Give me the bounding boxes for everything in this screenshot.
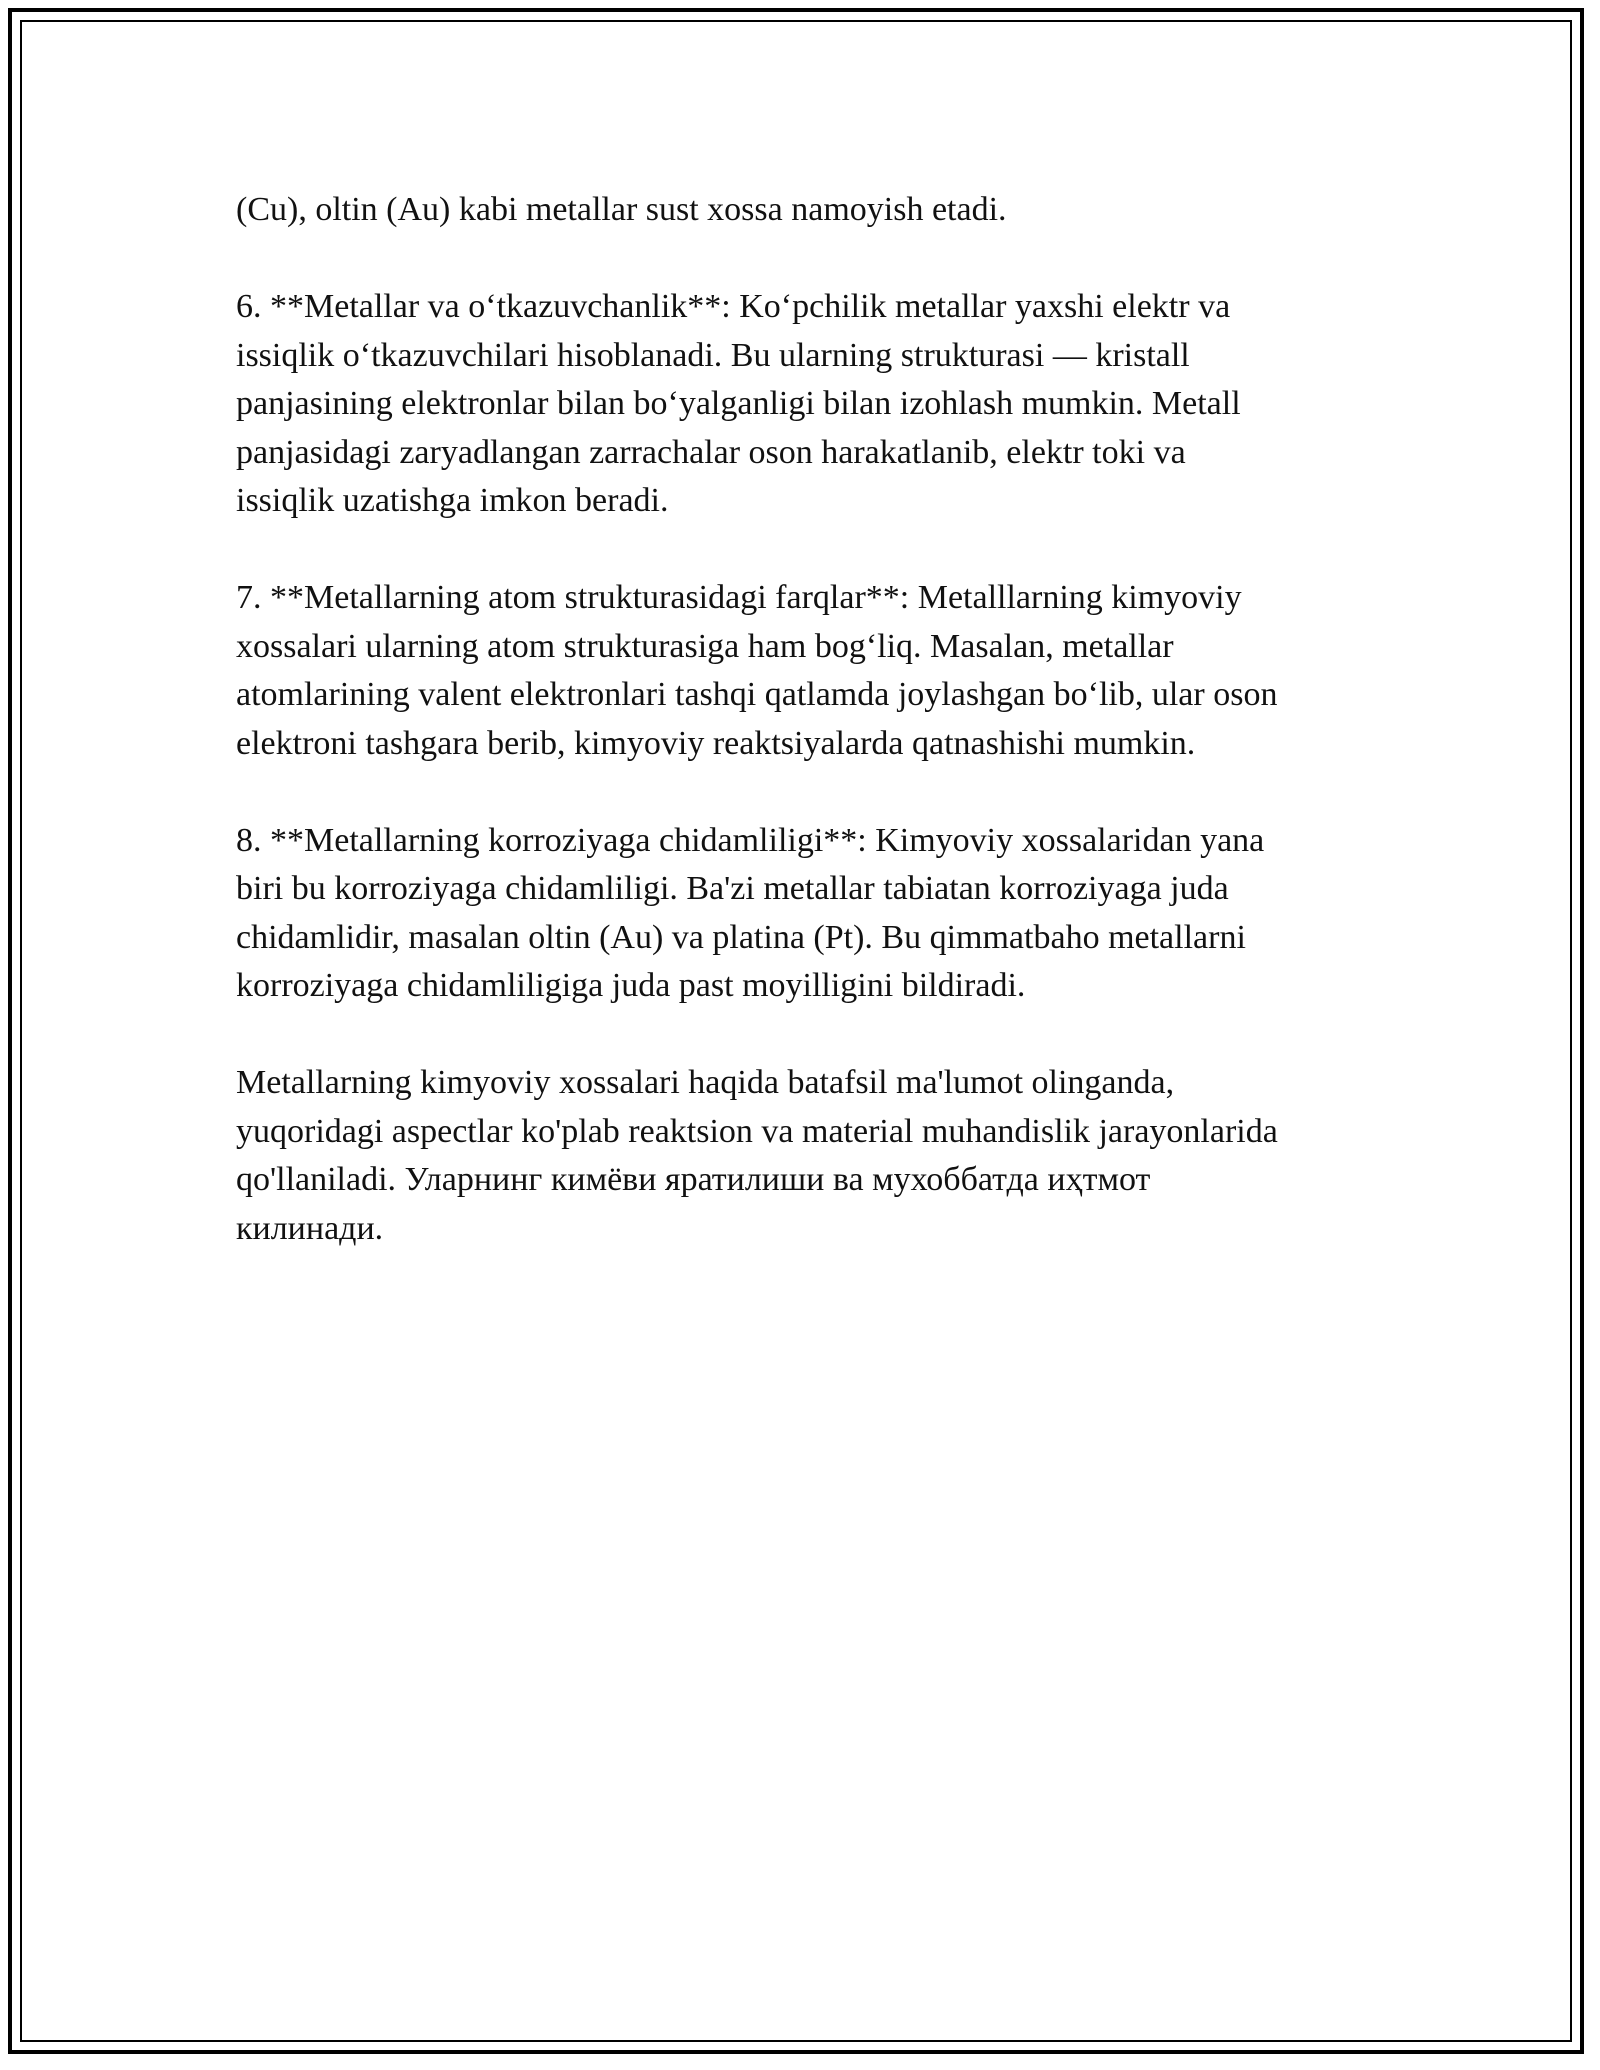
paragraph-intro-continuation: (Cu), oltin (Au) kabi metallar sust xossa namoyish etadi. [236,191,1007,228]
paragraph-item-7-atomic-structure: 7. **Metallarning atom strukturasidagi farqlar**: Metalllarning kimyoviy xossalari ularning atom strukturasiga ham bog‘liq. Masalan, metallar atomlarining valent elektronlari tashqi qatlamda joylashgan bo‘lib, ular oson elektroni tashgara berib, kimyoviy reaktsiyalarda qatnashishi mumkin. [236,579,1278,762]
document-body [236,186,1366,1302]
paragraph-item-8-corrosion-resistance: 8. **Metallarning korroziyaga chidamliligi**: Kimyoviy xossalaridan yana biri bu korroziyaga chidamliligi. Ba'zi metallar tabiatan korroziyaga juda chidamlidir, masalan oltin (Au) va platina (Pt). Bu qimmatbaho metallarni korroziyaga chidamliligiga juda past moyilligini bildiradi. [236,821,1265,1004]
paragraph-conclusion: Metallarning kimyoviy xossalari haqida batafsil ma'lumot olinganda, yuqoridagi aspectlar ko'plab reaktsion va material muhandislik jarayonlarida qo'llaniladi. Уларнинг кимёви яратилиши ва мухоббатда иҳтмот килинади. [236,1064,1278,1247]
paragraph-item-6-conductivity: 6. **Metallar va o‘tkazuvchanlik**: Ko‘pchilik metallar yaxshi elektr va issiqlik o‘tkazuvchilari hisoblanadi. Bu ularning strukturasi — kristall panjasining elektronlar bilan bo‘yalganligi bilan izohlash mumkin. Metall panjasidagi zaryadlangan zarrachalar oson harakatlanib, elektr toki va issiqlik uzatishga imkon beradi. [236,288,1241,519]
